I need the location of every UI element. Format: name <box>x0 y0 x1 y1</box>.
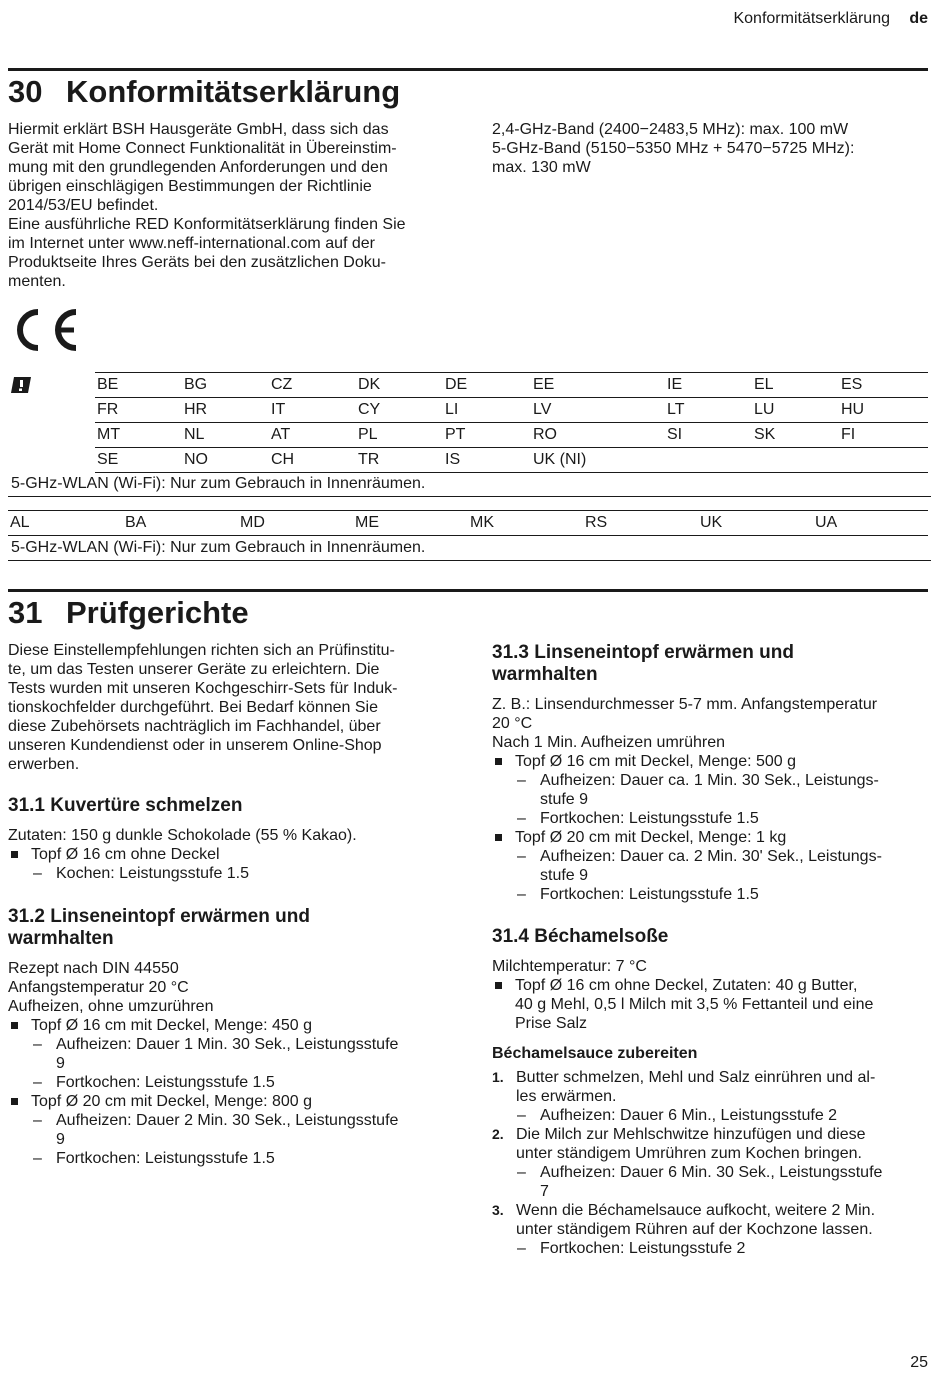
text-line: tionskochfelder durchgeführt. Bei Bedarf können Sie <box>8 699 379 716</box>
country-cell <box>752 448 839 473</box>
heading-line: 31.3 Linseneintopf erwärmen und <box>492 642 794 663</box>
subsection-31-2-heading <box>8 906 310 950</box>
bullet-continuation: 40 g Mehl, 0,5 l Milch mit 3,5 % Fettanteil und eine <box>515 996 874 1013</box>
dash-item-continuation: 9 <box>56 1131 65 1148</box>
table-row <box>95 448 928 473</box>
text-line: übrigen einschlägigen Bestimmungen der Richtlinie <box>8 178 372 195</box>
heading-line: 31.2 Linseneintopf erwärmen und <box>8 906 310 927</box>
wifi-note: 5-GHz-WLAN (Wi-Fi): Nur zum Gebrauch in Innenräumen. <box>8 536 931 561</box>
text-line: max. 130 mW <box>492 159 591 176</box>
text-line: mung mit den grundlegenden Anforderungen und den <box>8 159 388 176</box>
bullet-continuation: Prise Salz <box>515 1015 588 1032</box>
subsection-31-3-body <box>492 695 932 904</box>
section-divider <box>8 68 928 71</box>
dash-item-continuation: stufe 9 <box>540 867 589 884</box>
bullet-item: Topf Ø 16 cm mit Deckel, Menge: 450 g <box>8 1016 458 1035</box>
text-line: im Internet unter www.neff-international.com auf der <box>8 235 375 252</box>
dash-item: – Fortkochen: Leistungsstufe 2 <box>492 1239 932 1258</box>
step-item <box>492 1201 932 1220</box>
note-icon <box>10 376 32 394</box>
country-table-non-eu <box>8 510 928 536</box>
text-line: 20 °C <box>492 715 533 732</box>
step-continuation: les erwärmen. <box>516 1088 617 1105</box>
text-line: Gerät mit Home Connect Funktionalität in Übereinstim- <box>8 140 397 157</box>
text-line: erwerben. <box>8 756 80 773</box>
text-line: unseren Kundendienst oder in unserem Online-Shop <box>8 737 382 754</box>
text-line: menten. <box>8 273 66 290</box>
text-line: Z. B.: Linsendurchmesser 5-7 mm. Anfangstemperatur <box>492 696 878 713</box>
text-line: Milchtemperatur: 7 °C <box>492 958 647 975</box>
step-number: 1. <box>492 1069 504 1085</box>
section-31-heading <box>8 595 249 631</box>
step-continuation: unter ständigem Rühren auf der Kochzone lassen. <box>516 1221 873 1238</box>
country-cell: RS <box>583 511 698 536</box>
dash-item: – Fortkochen: Leistungsstufe 1.5 <box>8 1073 458 1092</box>
text-line: 2,4-GHz-Band (2400−2483,5 MHz): max. 100 mW <box>492 121 849 138</box>
country-cell: PL <box>356 423 443 448</box>
text-line: Diese Einstellempfehlungen richten sich an Prüfinstitu- <box>8 642 395 659</box>
section-30-heading <box>8 74 400 110</box>
dash-item-continuation: 9 <box>56 1055 65 1072</box>
country-cell: UK <box>698 511 813 536</box>
country-cell: MK <box>468 511 583 536</box>
text-line: diese Zubehörsets nachträglich im Fachhandel, über <box>8 718 381 735</box>
country-cell: TR <box>356 448 443 473</box>
country-cell: NO <box>182 448 269 473</box>
text-line: te, um das Testen unserer Geräte zu erleichtern. Die <box>8 661 380 678</box>
country-cell: AT <box>269 423 356 448</box>
table-row <box>95 398 928 423</box>
bullet-item: Topf Ø 16 cm ohne Deckel, Zutaten: 40 g Butter, <box>492 976 932 995</box>
country-cell: ES <box>839 373 928 398</box>
step-text: Butter schmelzen, Mehl und Salz einrühren und al- <box>516 1069 876 1086</box>
conformity-text <box>8 120 458 291</box>
text-line: Zutaten: 150 g dunkle Schokolade (55 % Kakao). <box>8 827 357 844</box>
country-cell: DE <box>443 373 531 398</box>
subsection-31-4-heading: 31.4 Béchamelsoße <box>492 926 669 947</box>
section-number: 30 <box>8 74 43 109</box>
country-cell: LI <box>443 398 531 423</box>
dash-item: – Fortkochen: Leistungsstufe 1.5 <box>492 885 932 904</box>
running-header-title: Konformitätserklärung <box>733 10 890 27</box>
country-cell: BG <box>182 373 269 398</box>
section-title: Prüfgerichte <box>66 595 249 630</box>
text-line: Hiermit erklärt BSH Hausgeräte GmbH, dass sich das <box>8 121 389 138</box>
bullet-item: Topf Ø 20 cm mit Deckel, Menge: 800 g <box>8 1092 458 1111</box>
step-number: 2. <box>492 1126 504 1142</box>
dash-item: – Kochen: Leistungsstufe 1.5 <box>8 864 458 883</box>
country-cell: IT <box>269 398 356 423</box>
country-cell: LU <box>752 398 839 423</box>
step-item <box>492 1125 932 1144</box>
table-row <box>95 373 928 398</box>
country-cell: ME <box>353 511 468 536</box>
wifi-note: 5-GHz-WLAN (Wi-Fi): Nur zum Gebrauch in Innenräumen. <box>8 472 931 497</box>
country-cell: LV <box>531 398 665 423</box>
country-cell: PT <box>443 423 531 448</box>
country-cell: HR <box>182 398 269 423</box>
country-cell: SI <box>665 423 752 448</box>
subsection-31-4-body <box>492 957 932 1033</box>
subsection-31-1-body <box>8 826 458 883</box>
bullet-item: Topf Ø 16 cm mit Deckel, Menge: 500 g <box>492 752 932 771</box>
country-cell: AL <box>8 511 123 536</box>
step-item <box>492 1068 932 1087</box>
bullet-item: Topf Ø 16 cm ohne Deckel <box>8 845 458 864</box>
country-cell <box>839 448 928 473</box>
country-cell: RO <box>531 423 665 448</box>
subsection-31-3-heading <box>492 642 794 686</box>
step-text: Die Milch zur Mehlschwitze hinzufügen und diese <box>516 1126 866 1143</box>
dash-item-continuation: 7 <box>540 1183 549 1200</box>
subsection-31-1-heading: 31.1 Kuvertüre schmelzen <box>8 795 243 816</box>
dash-item: – Aufheizen: Dauer 1 Min. 30 Sek., Leistungsstufe <box>8 1035 458 1054</box>
ce-mark-icon <box>8 307 80 353</box>
country-cell: CH <box>269 448 356 473</box>
text-line: Anfangstemperatur 20 °C <box>8 979 189 996</box>
dash-item-continuation: stufe 9 <box>540 791 589 808</box>
bullet-item: Topf Ø 20 cm mit Deckel, Menge: 1 kg <box>492 828 932 847</box>
country-cell: UK (NI) <box>531 448 665 473</box>
country-cell: IE <box>665 373 752 398</box>
table-row <box>95 423 928 448</box>
country-cell: EE <box>531 373 665 398</box>
text-line: Nach 1 Min. Aufheizen umrühren <box>492 734 726 751</box>
dash-item: – Aufheizen: Dauer 6 Min., Leistungsstufe 2 <box>492 1106 932 1125</box>
country-cell: BE <box>95 373 182 398</box>
country-cell: CZ <box>269 373 356 398</box>
dash-item: – Aufheizen: Dauer ca. 1 Min. 30 Sek., Leistungs- <box>492 771 932 790</box>
heading-line: warmhalten <box>492 664 598 685</box>
frequency-bands <box>492 120 932 177</box>
intro-text <box>8 641 458 774</box>
country-cell: MD <box>238 511 353 536</box>
country-cell: CY <box>356 398 443 423</box>
subsection-31-2-body <box>8 959 458 1168</box>
section-number: 31 <box>8 595 43 630</box>
text-line: Rezept nach DIN 44550 <box>8 960 179 977</box>
step-text: Wenn die Béchamelsauce aufkocht, weitere 2 Min. <box>516 1202 876 1219</box>
procedure-steps <box>492 1068 932 1258</box>
country-cell: SE <box>95 448 182 473</box>
country-cell: EL <box>752 373 839 398</box>
country-cell: NL <box>182 423 269 448</box>
step-number: 3. <box>492 1202 504 1218</box>
country-cell <box>665 448 752 473</box>
step-continuation: unter ständigem Umrühren zum Kochen bringen. <box>516 1145 862 1162</box>
text-line: 5-GHz-Band (5150−5350 MHz + 5470−5725 MHz): <box>492 140 855 157</box>
table-row <box>8 511 928 536</box>
section-divider <box>8 589 928 592</box>
country-cell: IS <box>443 448 531 473</box>
language-code: de <box>909 10 928 27</box>
text-line: Produktseite Ihres Geräts bei den zusätzlichen Doku- <box>8 254 386 271</box>
text-line: Aufheizen, ohne umzurühren <box>8 998 214 1015</box>
section-title: Konformitätserklärung <box>66 74 401 109</box>
country-cell: LT <box>665 398 752 423</box>
country-cell: DK <box>356 373 443 398</box>
text-line: Eine ausführliche RED Konformitätserklärung finden Sie <box>8 216 406 233</box>
procedure-heading: Béchamelsauce zubereiten <box>492 1045 698 1062</box>
country-cell: BA <box>123 511 238 536</box>
dash-item: – Aufheizen: Dauer ca. 2 Min. 30' Sek., Leistungs- <box>492 847 932 866</box>
text-line: Tests wurden mit unseren Kochgeschirr-Sets für Induk- <box>8 680 398 697</box>
text-line: 2014/53/EU befindet. <box>8 197 159 214</box>
country-table-eu <box>95 372 928 473</box>
country-cell: UA <box>813 511 928 536</box>
dash-item: – Fortkochen: Leistungsstufe 1.5 <box>492 809 932 828</box>
heading-line: warmhalten <box>8 928 114 949</box>
country-cell: FR <box>95 398 182 423</box>
country-cell: FI <box>839 423 928 448</box>
dash-item: – Aufheizen: Dauer 2 Min. 30 Sek., Leistungsstufe <box>8 1111 458 1130</box>
country-cell: SK <box>752 423 839 448</box>
country-cell: MT <box>95 423 182 448</box>
country-cell: HU <box>839 398 928 423</box>
page-number: 25 <box>910 1354 928 1371</box>
dash-item: – Aufheizen: Dauer 6 Min. 30 Sek., Leistungsstufe <box>492 1163 932 1182</box>
dash-item: – Fortkochen: Leistungsstufe 1.5 <box>8 1149 458 1168</box>
